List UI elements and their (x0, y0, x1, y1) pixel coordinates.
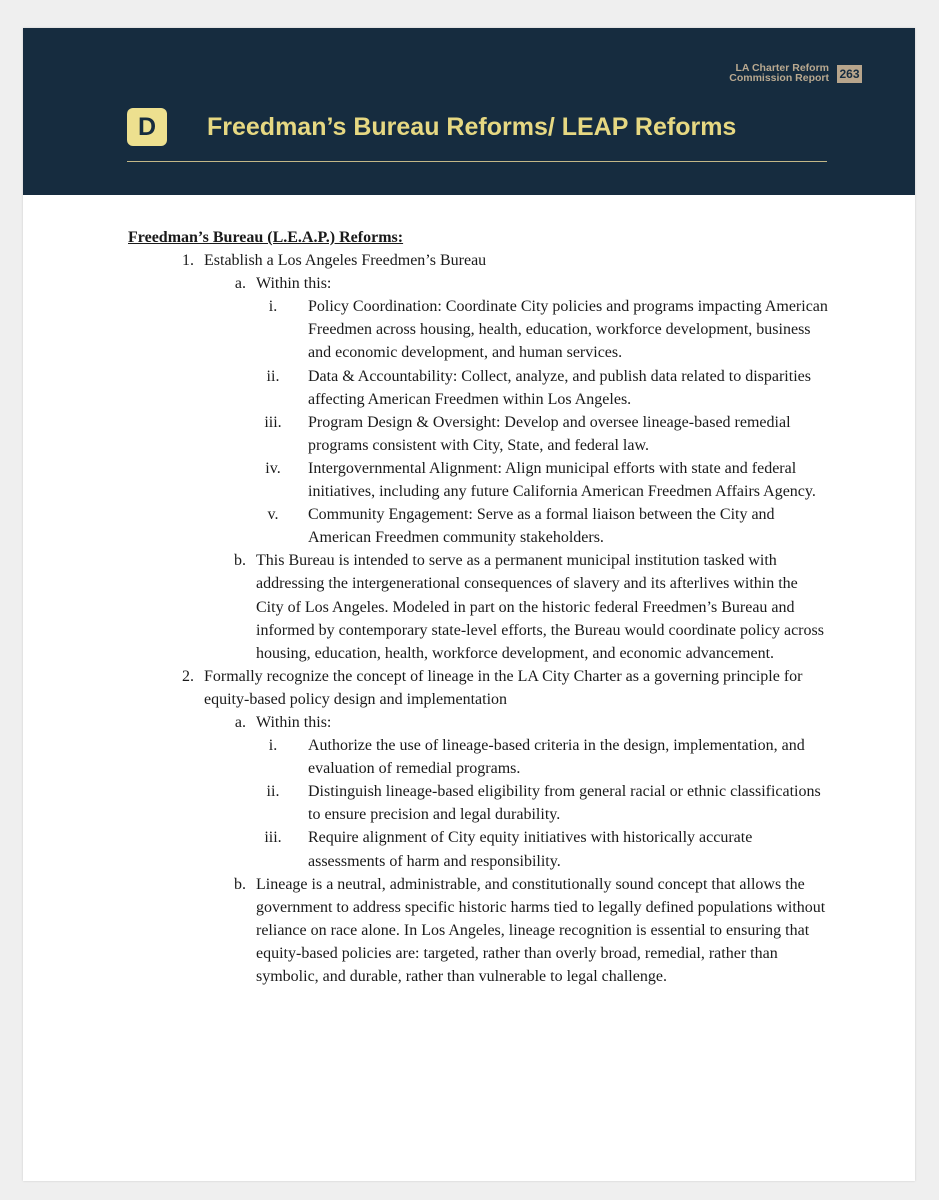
point-list-item (128, 734, 828, 780)
list-marker: iv. (265, 459, 281, 477)
list-text: Distinguish lineage-based eligibility from general racial or ethnic classifications to ensure precision and legal durability. (308, 783, 821, 824)
list-marker: ii. (266, 783, 280, 801)
report-tag (729, 63, 829, 83)
document-page (23, 28, 915, 1181)
list-text: This Bureau is intended to serve as a permanent municipal institution tasked with addressing the intergenerational consequences of slavery and its afterlives within the City of Los Angeles. Modeled in part on the historic federal Freedmen’s Bureau and informed by contemporary state-level efforts, the Bureau would coordinate policy across housing, education, health, workforce development, and economic advancement. (256, 552, 824, 662)
list-text: Formally recognize the concept of lineage in the LA City Charter as a governing principle for equity-based policy design and implementation (204, 667, 803, 708)
header-divider (127, 161, 827, 162)
point-list-item (128, 780, 828, 826)
list-marker: 1. (182, 252, 194, 270)
section-title: Freedman’s Bureau Reforms/ LEAP Reforms (207, 113, 737, 141)
list-marker: ii. (266, 367, 280, 385)
body-heading: Freedman’s Bureau (L.E.A.P.) Reforms: (128, 229, 404, 246)
list-text: Intergovernmental Alignment: Align municipal efforts with state and federal initiatives, including any future California American Freedmen Affairs Agency. (308, 459, 816, 501)
list-text: Policy Coordination: Coordinate City policies and programs impacting American Freedmen across housing, health, education, workforce development, business and economic development, and human services. (308, 298, 828, 362)
list-text: Within this: (256, 713, 332, 731)
page-number-badge: 263 (837, 65, 862, 83)
list-marker: b. (234, 875, 246, 893)
point-list-item (128, 365, 828, 411)
list-marker: a. (234, 275, 246, 293)
list-marker: 2. (182, 667, 194, 685)
list-text: Require alignment of City equity initiatives with historically accurate assessments of harm and responsibility. (308, 829, 753, 870)
list-item (128, 249, 828, 272)
list-marker: v. (267, 506, 279, 524)
list-item (128, 665, 828, 711)
report-tag-line1: LA Charter Reform (735, 62, 829, 74)
point-list-item (128, 295, 828, 364)
list-marker: i. (268, 298, 278, 316)
list-marker: i. (268, 737, 278, 755)
point-list-item (128, 411, 828, 457)
sub-list-item (128, 873, 828, 988)
section-header (23, 28, 915, 195)
list-text: Community Engagement: Serve as a formal liaison between the City and American Freedmen community stakeholders. (308, 506, 775, 547)
sub-list-item (128, 272, 828, 295)
list-text: Within this: (256, 275, 332, 293)
list-marker: a. (234, 713, 246, 731)
point-list-item (128, 457, 828, 503)
sub-list-item (128, 711, 828, 734)
point-list-item (128, 826, 828, 872)
document-body (128, 226, 828, 988)
point-list-item (128, 503, 828, 549)
list-text: Data & Accountability: Collect, analyze, and publish data related to disparities affecting American Freedmen within Los Angeles. (308, 367, 811, 408)
list-text: Authorize the use of lineage-based criteria in the design, implementation, and evaluation of remedial programs. (308, 737, 805, 778)
sub-list-item (128, 549, 828, 664)
list-text: Lineage is a neutral, administrable, and constitutionally sound concept that allows the government to address specific historic harms tied to legally defined populations without reliance on race alone. In Los Angeles, lineage recognition is essential to ensuring that equity-based policies are: targeted, rather than overly broad, remedial, rather than symbolic, and durable, rather than vulnerable to legal challenge. (256, 875, 826, 985)
report-tag-line2: Commission Report (729, 72, 829, 84)
reform-list (128, 249, 828, 988)
list-marker: b. (234, 552, 246, 570)
list-text: Program Design & Oversight: Develop and oversee lineage-based remedial programs consistent with City, State, and federal law. (308, 413, 791, 454)
list-marker: iii. (264, 413, 282, 431)
section-letter-badge: D (127, 108, 167, 146)
list-marker: iii. (264, 829, 282, 847)
list-text: Establish a Los Angeles Freedmen’s Bureau (204, 252, 487, 270)
